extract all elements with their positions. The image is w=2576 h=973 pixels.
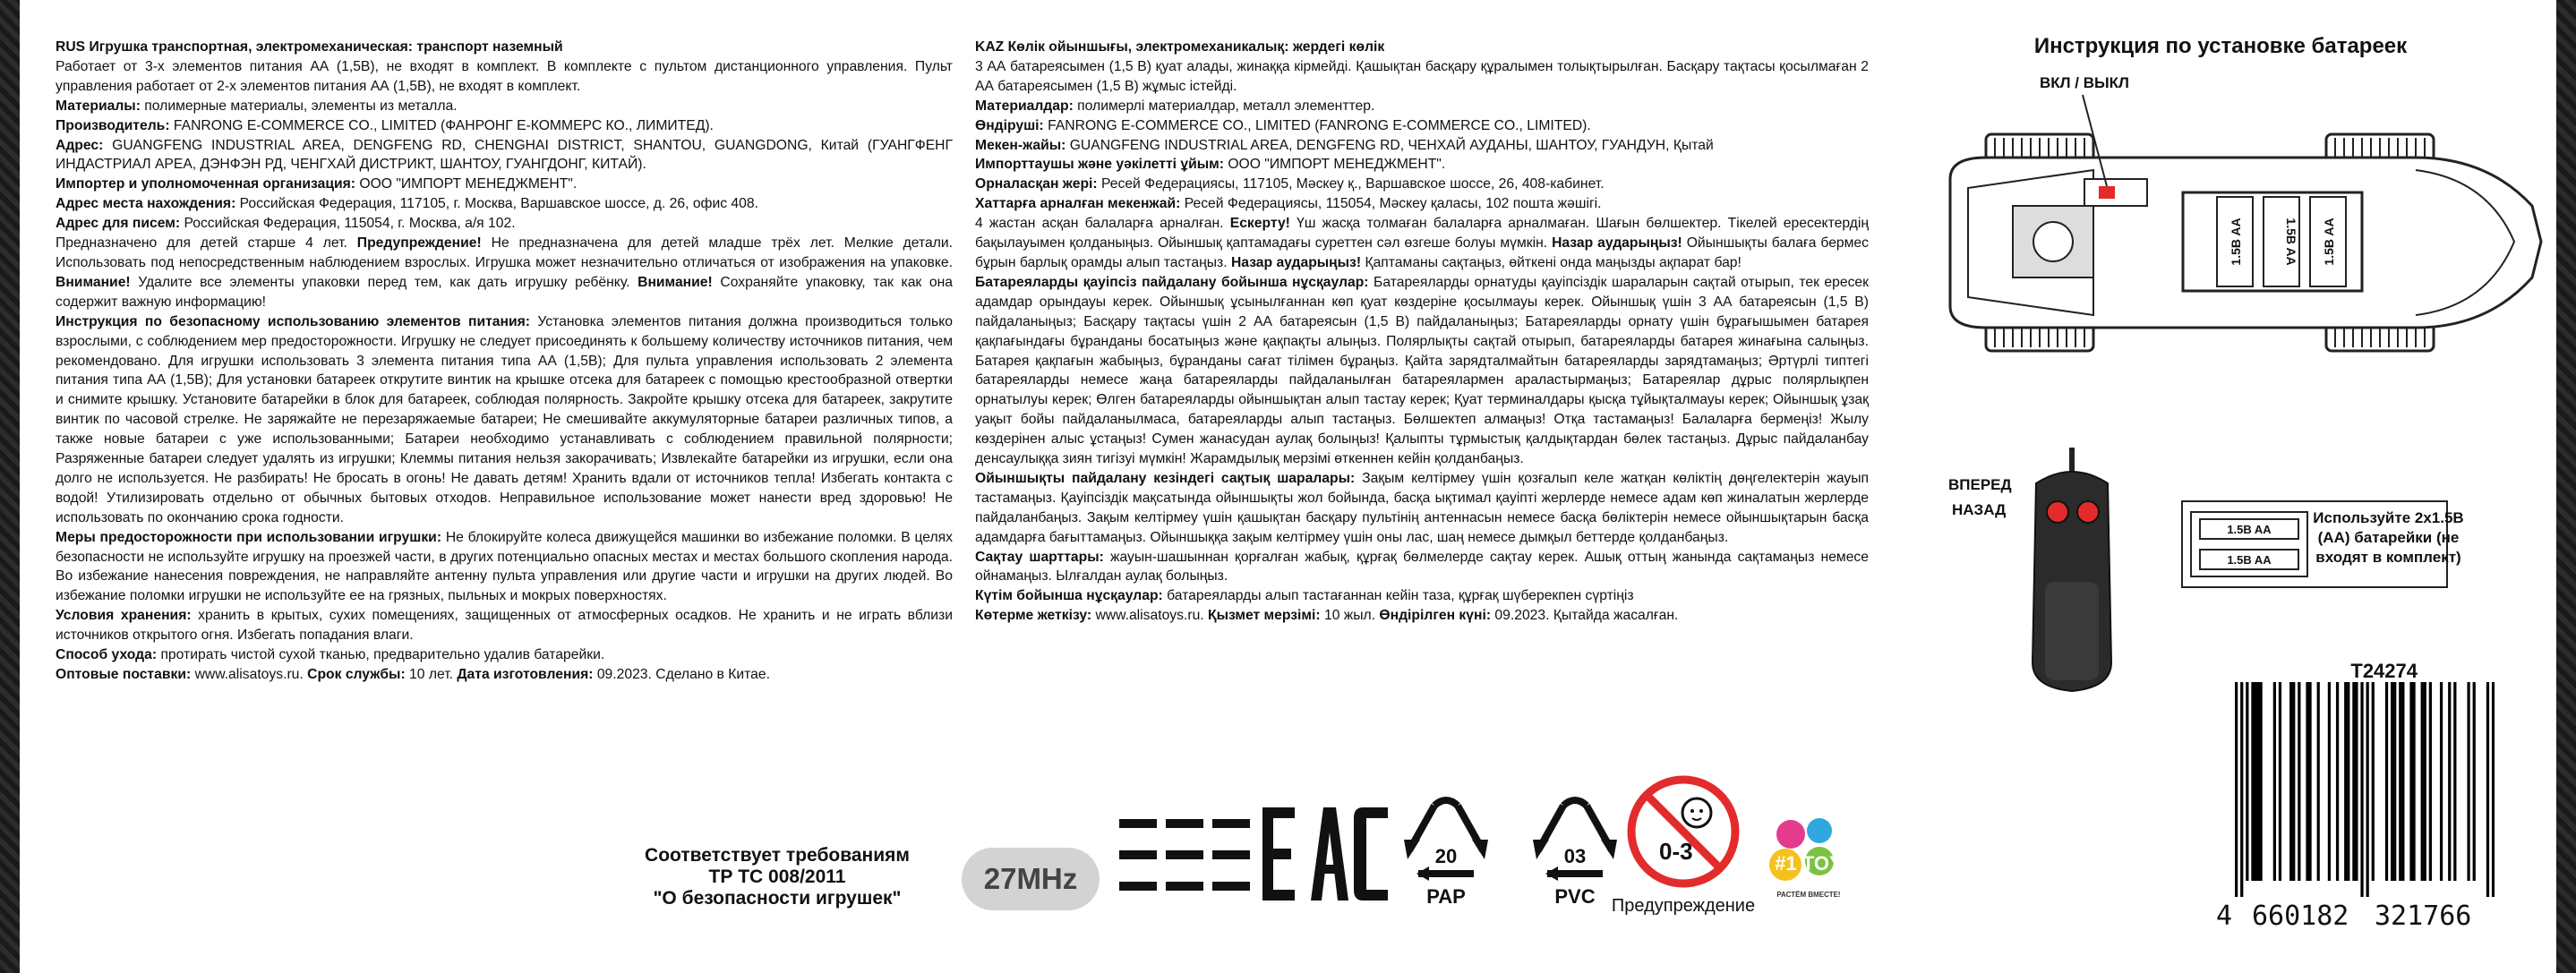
barcode-bar [2251,682,2254,881]
eac-mark-icon [1119,797,1388,913]
barcode-bar [2352,682,2355,881]
kaz-storage: Сақтау шарттары: жауын-шашыннан қорғалған жабық, құрғақ бөлмелерде сақтау керек. Ашық оттың жанында сақтамаңыз немесе ойнамаңыз. Ылғалдан аулақ болыңыз. [975,549,1869,585]
power-switch-label: ВКЛ / ВЫКЛ [2040,74,2129,91]
recycling-label: PAP [1426,885,1466,908]
barcode-bar [2317,682,2320,881]
rus-address: Адрес: GUANGFENG INDUSTRIAL AREA, DENGFENG RD, CHENGHAI DISTRICT, SHANTOU, GUANGDONG, Китай (ГУАНГФЕНГ ИНДАСТРИАЛ АРЕА, ДЭНФЭН РД, ЧЕНГХАЙ ДИСТРИКТ, ШАНТОУ, ГУАНГДОНГ, КИТАЙ). [56,137,953,173]
barcode-bar [2429,682,2432,881]
barcode-bar [2372,682,2375,881]
kaz-mail-address: Хаттарға арналған мекенжай: Ресей Федерациясы, 115054, Мәскеу қаласы, 102 пошта жәшігі. [975,196,1602,212]
car-battery-label: 1.5B AA [2229,218,2243,266]
barcode-bar [2486,682,2489,897]
barcode-bar [2360,682,2363,897]
rus-storage: Условия хранения: хранить в крытых, сухих помещениях, защищенных от атмосферных осадков. Не хранить и не играть вблизи источников открытого огня. Избегать попадания влаги. [56,608,953,644]
recycling-code: 03 [1563,845,1587,867]
rus-precautions: Меры предосторожности при использовании игрушки: Не блокируйте колеса движущейся машинки во избежание поломки. В целях безопасности не используйте игрушку на проезжей части, в других потенциально опасных местах и местах большого скопления народа. Во избежание нанесения повреждения, не направляйте антенну пульта управления или другие части и игрушки на других людей. Во избежание поломки игрушки не используйте ее на грязных, пыльных и мокрых поверхностях. [56,529,953,604]
rus-mail-address: Адрес для писем: Российская Федерация, 115054, г. Москва, а/я 102. [56,216,516,232]
barcode-bar [2409,682,2412,881]
recycling-pap [1397,795,1495,909]
barcode-bar [2306,682,2308,881]
rus-warnings: Предназначено для детей старше 4 лет. Предупреждение! Не предназначена для детей младше трёх лет. Мелкие детали. Использовать под непосредственным наблюдением взрослых. Игрушка может незначительно отличаться от изображения на упаковке. Внимание! Удалите все элементы упаковки перед тем, как дать игрушку ребёнку. Внимание! Сохраняйте упаковку, так как она содержит важную информацию! [56,235,954,310]
barcode-bar [2412,682,2415,881]
barcode-bar [2259,682,2262,881]
kaz-address: Мекен-жайы: GUANGFENG INDUSTRIAL AREA, DENGFENG RD, ЧЕНХАЙ АУДАНЫ, ШАНТОУ, ГУАНДУН, Қытай [975,137,1714,153]
rus-power-info: Работает от 3-х элементов питания АА (1,5В), не входят в комплект. В комплекте с пультом дистанционного управления. Пульт управления работает от 2-х элементов питания АА (1,5В), не входят в комплект. [56,58,953,94]
compliance-line-1: Соответствует требованиям [645,845,910,866]
barcode-bar [2235,682,2238,897]
barcode-bar [2355,682,2358,881]
remote-control-diagram [2018,448,2126,698]
barcode-bar [2385,682,2388,881]
rus-supply-info: Оптовые поставки: www.alisatoys.ru. Срок службы: 10 лет. Дата изготовления: 09.2023. Сделано в Китае. [56,667,770,682]
barcode-icon [2235,682,2495,897]
remote-battery-note: Используйте 2x1.5В (АА) батарейки (не входят в комплект) [2313,509,2464,566]
barcode-bar [2492,682,2495,897]
kazakh-text-column [975,38,1869,626]
kaz-title: KAZ Көлік ойыншығы, электромеханикалық: жердегі көлік [975,39,1385,55]
rus-importer: Импортер и уполномоченная организация: ООО "ИМПОРТ МЕНЕДЖМЕНТ". [56,176,578,192]
article-number: T24274 [2350,660,2418,682]
rus-battery-safety: Инструкция по безопасному использованию элементов питания: Установка элементов питания должна производиться только взрослыми, с соблюдением мер предосторожности. Игрушку не следует присоединять к большему количеству источников питания, чем рекомендовано. Для игрушки использовать 3 элемента питания типа АА (1,5В); Для пульта управления использовать 2 элемента питания типа АА (1,5В); Для установки батареек открутите винтик на крышке отсека для батареек с помощью крестообразной отвертки и снимите крышку. Установите батарейки в блок для батареек, соблюдая полярность. Закройте крышку отсека для батареек, закрутите винтик по часовой стрелке. Не заряжайте не перезаряжаемые батареи; Не смешивайте аккумуляторные батареи различных типов, а также новые батареи с уже использованными; Батареи необходимо устанавливать с соблюдением правильной полярности; Разряженные батареи следует удалять из игрушки; Клеммы питания нельзя закорачивать; Извлекайте батарейки из игрушки, если она долго не используется. Не разбирать! Не бросать в огонь! Не давать детям! Хранить вдали от источников тепла! Избегать контакта с водой! Утилизировать отдельно от обычных бытовых отходов. Неправильное использование может нанести вред здоровью! Не использовать по окончанию срока годности. [56,313,953,525]
battery-instructions-title: Инструкция по установке батареек [2033,34,2408,58]
kaz-importer: Импорттаушы және уәкілетті ұйым: ООО "ИМПОРТ МЕНЕДЖМЕНТ". [975,157,1446,173]
barcode-bar [2347,682,2349,881]
recycling-label: PVC [1554,885,1596,908]
barcode-bar [2308,682,2311,881]
barcode-bar [2401,682,2404,881]
kaz-location: Орналасқан жері: Ресей Федерациясы, 117105, Мәскеу қ., Варшавское шоссе, 26, 408-кабинет. [975,176,1605,192]
rus-care: Способ ухода: протирать чистой сухой тканью, предварительно удалив батарейки. [56,647,605,663]
russian-text-column [56,38,953,685]
brand-slogan: РАСТЁМ ВМЕСТЕ! [1776,891,1841,899]
barcode-bar [2393,682,2396,881]
no-children-under-3-icon [1625,773,1742,890]
barcode-bar [2448,682,2451,881]
recycle-triangle-icon [1397,795,1495,884]
kaz-care: Күтім бойынша нұсқаулар: батареяларды алып тастағаннан кейін таза, құрғақ шүберекпен сүртіңіз [975,588,1634,604]
age-range: 0-3 [1659,838,1693,865]
barcode-bar [2467,682,2469,881]
compliance-line-3: "О безопасности игрушек" [653,888,902,909]
barcode-bar [2440,682,2443,881]
barcode-bar [2453,682,2456,881]
kaz-materials: Материалдар: полимерлі материалдар, металл элементтер. [975,98,1375,114]
barcode-bar [2424,682,2426,881]
car-underside-diagram [1914,72,2559,403]
barcode-bar [2328,682,2331,881]
brand-logo-icon [1764,815,1853,904]
barcode-bar [2279,682,2281,881]
frame-right-edge [2556,0,2576,973]
back-label: НАЗАД [1952,501,2007,518]
barcode-bar [2391,682,2393,881]
barcode-bar [2399,682,2401,881]
rus-manufacturer: Производитель: FANRONG E-COMMERCE CO., LIMITED (ФАНРОНГ Е-КОММЕРС КО., ЛИМИТЕД). [56,117,714,133]
car-battery-label: 1.5B AA [2284,218,2298,266]
barcode-bar [2240,682,2243,897]
barcode-right-digits: 321766 [2375,900,2472,932]
remote-battery-label: 1.5B AA [2227,523,2272,536]
kaz-battery-safety: Батареяларды қауіпсіз пайдалану бойынша нұсқаулар: Батареяларды орнатуды қауіпсіздік шараларын сақтай отырып, тек ересек адамдар орындауы керек. Ойыншық ұсынылғаннан көп қуат көздеріне қосылмауы керек. Ойыншық үшін 3 АА батареясын (1,5 В) пайдаланыңыз; Басқару тақтасы үшін 2 АА батареясын (1,5 В) пайдаланыңыз; Батареяларды орнату үшін бұрағышымен батарея қақпағындағы бұранданы босатыңыз және қақпақты алыңыз. Полярлықты сақтай отырып, батареяларды батарея жинағына салыңыз. Батарея қақпағын жабыңыз, бұранданы сағат тілімен бұраңыз. Қайта зарядталмайтын батареяларды зарядтамаңыз; Әртүрлі типтегі батареяларды немесе жаңа батареяларды пайдаланылған батареялармен араластырмаңыз; Батареялар дұрыс полярлықпен орнатылуы керек; Өлген батареяларды ойыншықтан алып тастау керек; Қуат терминалдары қысқа тұйықталмауы керек; Ойыншық ұзақ уақыт бойы пайдаланылмаса, батареяларды алып тастаңыз. Бөлшектеп алмаңыз! Отқа тастамаңыз! Балаларға бермеңіз! Жылу көздерінен алыс ұстаңыз! Сумен жанасудан аулақ болыңыз! Қалыпты тұрмыстық қалдықтардан бөлек тастаңыз. Дұрыс пайдаланбау денсаулыққа зиян тигізуі мүмкін! Жарамдылық мерзімі өткеннен кейін қолданбаңыз. [975,274,1870,467]
recycling-code: 20 [1434,845,1458,867]
age-warning [1607,773,1759,917]
barcode-bar [2256,682,2259,881]
barcode-bar [2254,682,2256,881]
barcode-bar [2344,682,2347,881]
kaz-supply-info: Көтерме жеткізу: www.alisatoys.ru. Қызмет мерзімі: 10 жыл. Өндірілген күні: 09.2023. Қытайда жасалған. [975,608,1679,624]
kaz-precautions: Ойыншықты пайдалану кезіндегі сақтық шаралары: Зақым келтірмеу үшін қозғалып келе жатқан көліктің дөңгелектерін жауып тастамаңыз. Қауіпсіздік мақсатында ойыншықты жол бойында, басқа ықтимал қауіпті жерлерде немесе адам көп жиналатын жерлерде пайдаланбаңыз. Зақым келтірмеу үшін қашықтан басқару пультінің антеннасын немесе басқа бөліктерін немесе ойыншықтарын басқа адамдарға бағыттамаңыз. Ойыншыққа зақым келтірмеу үшін оны лас, шаң немесе дымқыл беттерде қолданбаңыз. [975,470,1869,545]
barcode-bar [2289,682,2292,881]
barcode-bar [2273,682,2276,881]
barcode-bar [2366,682,2369,897]
barcode-left-digits: 660182 [2252,900,2349,932]
kaz-warnings: 4 жастан асқан балаларға арналған. Ескерту! Үш жасқа толмаған балаларға арналмаған. Шағын бөлшектер. Тікелей ересектердің бақылауымен қолданыңыз. Ойыншық қаптамадағы суреттен сәл өзгеше болуы мүмкін. Назар аударыңыз! Ойыншықты балаға бермес бұрын барлық орамды алып тастаңыз. Назар аударыңыз! Қаптаманы сақтаңыз, өйткені онда маңызды ақпарат бар! [975,216,1870,270]
remote-battery-label: 1.5B AA [2227,553,2272,567]
rus-materials: Материалы: полимерные материалы, элементы из металла. [56,98,458,114]
barcode-bar [2473,682,2476,881]
kaz-manufacturer: Өндіруші: FANRONG E-COMMERCE CO., LIMITED (FANRONG E-COMMERCE CO., LIMITED). [975,117,1591,133]
age-warning-label: Предупреждение [1611,896,1756,916]
rus-location: Адрес места нахождения: Российская Федерация, 117105, г. Москва, Варшавское шоссе, д. 26, офис 408. [56,196,758,212]
forward-label: ВПЕРЕД [1948,476,2012,493]
barcode-bar [2336,682,2339,881]
barcode-bar [2298,682,2300,881]
barcode-bar [2292,682,2295,881]
compliance-line-2: ТР ТС 008/2011 [708,866,846,887]
compliance-statement [618,845,937,909]
barcode-lead-digit: 4 [2216,900,2233,932]
brand-logo-text: #1 TOY [1775,852,1843,875]
car-battery-label: 1.5B AA [2322,218,2336,266]
kaz-power-info: 3 АА батареясымен (1,5 В) қуат алады, жинаққа кірмейді. Қашықтан басқару құралымен толықтырылған. Басқару тақтасы қосылмаған 2 АА батареясымен (1,5 В) жұмыс істейді. [975,58,1869,94]
rus-title: RUS Игрушка транспортная, электромеханическая: транспорт наземный [56,39,563,55]
frame-left-edge [0,0,20,973]
barcode-bar [2421,682,2424,881]
barcode-bar [2246,682,2248,881]
frequency-badge: 27MHz [962,848,1100,910]
